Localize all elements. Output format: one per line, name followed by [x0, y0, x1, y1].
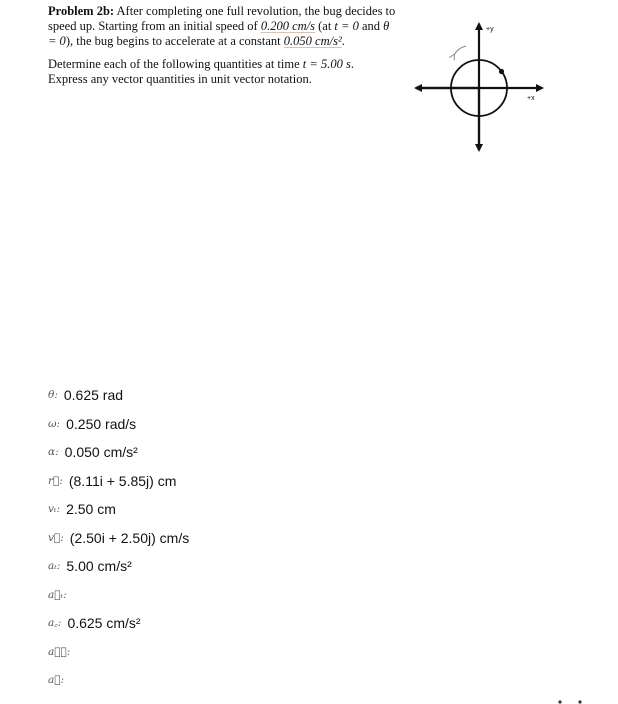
answer-row-total-accel-vector — [48, 666, 448, 695]
answer-label: v⃗: — [48, 531, 64, 544]
answer-label: a꜀: — [48, 617, 62, 630]
problem-text: . — [350, 57, 354, 71]
answer-label: θ: — [48, 389, 58, 402]
corner-dots-icon — [554, 694, 594, 704]
problem-text: ), the bug begins to accelerate at a constant — [65, 34, 284, 48]
answer-label: ω: — [48, 417, 61, 430]
problem-text: (at — [314, 19, 335, 33]
answer-label: α: — [48, 446, 59, 459]
problem-text: After completing one full revolution, the bug decides to speed up. Starting from an initial speed of — [48, 4, 396, 33]
condition-angle: θ = 0 — [48, 19, 390, 48]
problem-text: Determine each of the following quantities at time — [48, 57, 303, 71]
answer-label: a⃗ₜ: — [48, 588, 67, 601]
answer-value: 0.050 cm/s² — [64, 444, 138, 461]
condition-time: t = 0 — [334, 19, 359, 33]
answer-row-tangential-accel — [48, 552, 448, 581]
problem-paragraph-2 — [48, 57, 398, 87]
answer-row-alpha — [48, 438, 448, 467]
circle-diagram — [414, 16, 544, 156]
answer-row-theta — [48, 381, 448, 410]
acceleration-value: 0.050 cm/s² — [283, 34, 342, 48]
bug-position-dot — [499, 69, 504, 74]
problem-statement — [48, 4, 398, 95]
answer-label: vₜ: — [48, 503, 61, 516]
answer-value: 0.625 rad — [63, 387, 124, 404]
answer-value: (8.11i + 5.85j) cm — [68, 472, 177, 489]
answer-value: 5.00 cm/s² — [66, 558, 132, 575]
answer-row-velocity-vector — [48, 524, 448, 553]
answer-row-centripetal-accel-vector — [48, 638, 448, 667]
answer-row-tangential-accel-vector — [48, 581, 448, 610]
answer-row-position-vector — [48, 467, 448, 496]
answer-label: r⃗: — [48, 474, 63, 487]
problem-text: Express any vector quantities in unit vector notation. — [48, 72, 312, 86]
problem-title: Problem 2b: — [48, 4, 115, 18]
problem-text: and — [358, 19, 384, 33]
initial-speed: 0.200 cm/s — [260, 19, 315, 33]
answer-label: aₜ: — [48, 560, 61, 573]
answer-label: a⃗: — [48, 674, 65, 687]
answer-label: a⃗꜀: — [48, 645, 71, 658]
answer-row-tangential-speed — [48, 495, 448, 524]
rotation-direction-arrow — [454, 46, 466, 55]
y-axis-label: +y — [486, 26, 494, 33]
answer-value: (2.50i + 2.50j) cm/s — [69, 529, 190, 546]
problem-text: . — [341, 34, 345, 48]
answer-value: 2.50 cm — [66, 501, 116, 518]
x-axis-label: +x — [527, 95, 535, 102]
answer-row-omega — [48, 410, 448, 439]
answer-value: 0.625 cm/s² — [67, 615, 141, 632]
target-time: t = 5.00 s — [302, 57, 351, 71]
answer-list — [48, 381, 448, 695]
problem-paragraph-1 — [48, 4, 398, 49]
answer-value: 0.250 rad/s — [66, 415, 137, 432]
answer-row-centripetal-accel — [48, 609, 448, 638]
